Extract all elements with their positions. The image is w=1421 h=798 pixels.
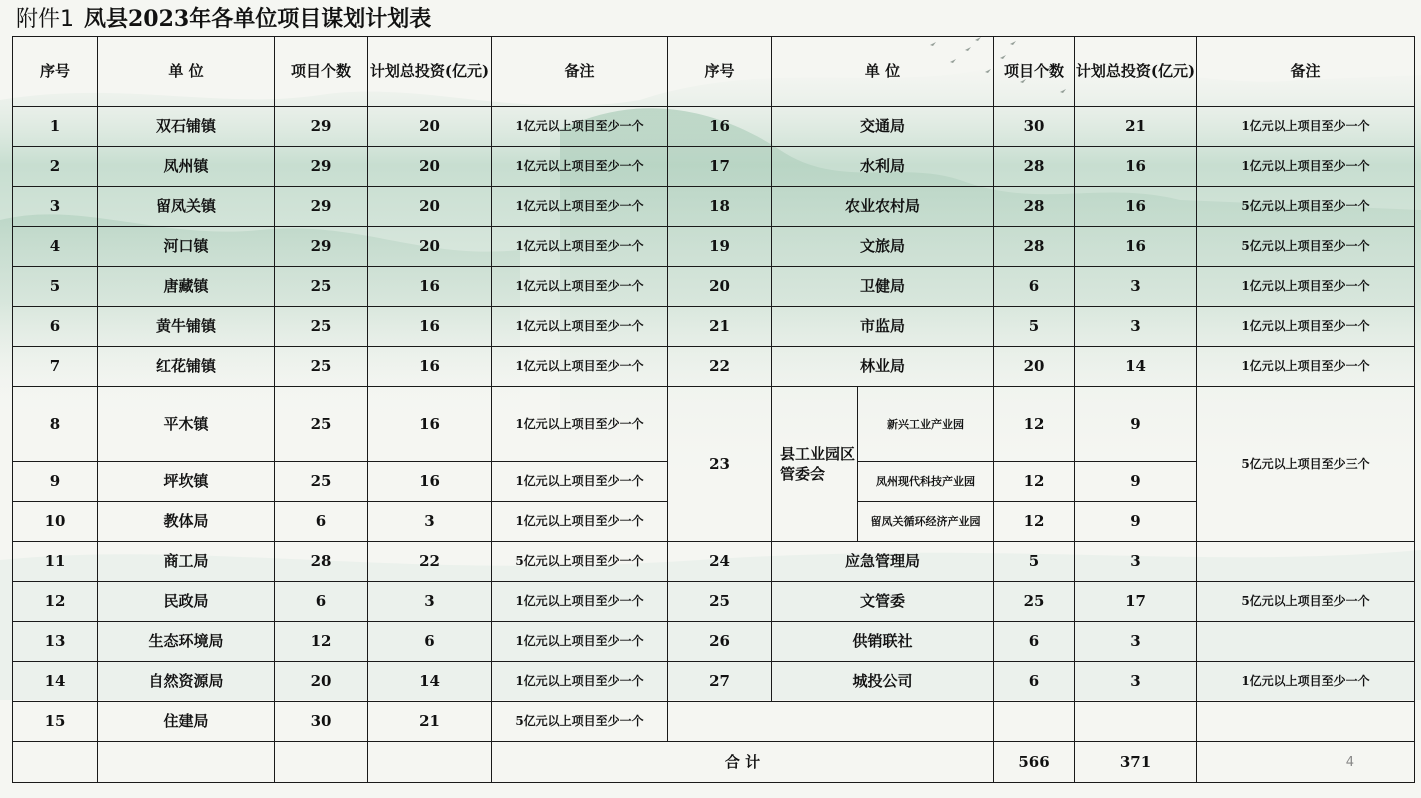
cell-note: 1亿元以上项目至少一个 (492, 662, 668, 702)
cell-count: 29 (275, 147, 368, 187)
cell-count: 28 (994, 187, 1075, 227)
title-text: 凤县2023年各单位项目谋划计划表 (84, 6, 432, 32)
cell-invest: 20 (368, 227, 492, 267)
cell-note: 1亿元以上项目至少一个 (492, 502, 668, 542)
cell-seq: 19 (668, 227, 772, 267)
header-seq: 序号 (13, 37, 98, 107)
empty-cell (98, 742, 275, 783)
cell-invest: 14 (1075, 347, 1197, 387)
cell-unit: 民政局 (98, 582, 275, 622)
table-row (13, 702, 1415, 742)
cell-note: 1亿元以上项目至少一个 (492, 307, 668, 347)
cell-note: 1亿元以上项目至少一个 (1197, 267, 1415, 307)
cell-seq: 1 (13, 107, 98, 147)
header-count: 项目个数 (275, 37, 368, 107)
cell-count: 6 (275, 502, 368, 542)
cell-seq: 4 (13, 227, 98, 267)
cell-unit: 留凤关镇 (98, 187, 275, 227)
cell-note: 1亿元以上项目至少一个 (1197, 107, 1415, 147)
cell-count: 25 (275, 462, 368, 502)
cell-seq: 13 (13, 622, 98, 662)
cell-note: 1亿元以上项目至少一个 (492, 187, 668, 227)
cell-count: 28 (994, 147, 1075, 187)
cell-seq: 11 (13, 542, 98, 582)
cell-zone-unit: 县工业园区管委会 (772, 387, 858, 542)
cell-unit: 应急管理局 (772, 542, 994, 582)
cell-invest: 3 (1075, 622, 1197, 662)
cell-unit: 商工局 (98, 542, 275, 582)
cell-invest: 20 (368, 147, 492, 187)
cell-note: 1亿元以上项目至少一个 (492, 267, 668, 307)
cell-unit: 河口镇 (98, 227, 275, 267)
cell-note: 1亿元以上项目至少一个 (492, 107, 668, 147)
cell-count: 12 (994, 387, 1075, 462)
cell-note: 1亿元以上项目至少一个 (1197, 147, 1415, 187)
cell-count: 12 (275, 622, 368, 662)
table-row (13, 662, 1415, 702)
total-row (13, 742, 1415, 783)
total-count: 566 (994, 742, 1075, 783)
cell-count: 6 (275, 582, 368, 622)
page-number: 4 (1197, 742, 1415, 783)
table-row (13, 307, 1415, 347)
table-row (13, 187, 1415, 227)
attachment-label: 附件1 (16, 7, 74, 32)
cell-unit: 生态环境局 (98, 622, 275, 662)
cell-invest: 16 (1075, 147, 1197, 187)
cell-count: 28 (994, 227, 1075, 267)
cell-seq: 3 (13, 187, 98, 227)
empty-cell (368, 742, 492, 783)
cell-seq: 17 (668, 147, 772, 187)
cell-note: 1亿元以上项目至少一个 (1197, 347, 1415, 387)
cell-unit: 凤州镇 (98, 147, 275, 187)
cell-seq: 22 (668, 347, 772, 387)
total-label: 合 计 (492, 742, 994, 783)
cell-count: 25 (275, 347, 368, 387)
cell-seq: 18 (668, 187, 772, 227)
cell-invest: 3 (368, 502, 492, 542)
cell-count: 29 (275, 227, 368, 267)
cell-count: 29 (275, 107, 368, 147)
cell-unit: 林业局 (772, 347, 994, 387)
cell-invest: 6 (368, 622, 492, 662)
cell-invest: 3 (1075, 307, 1197, 347)
cell-count: 6 (994, 622, 1075, 662)
cell-count: 5 (994, 542, 1075, 582)
cell-count: 30 (275, 702, 368, 742)
cell-invest: 3 (368, 582, 492, 622)
cell-invest: 16 (368, 387, 492, 462)
cell-seq: 16 (668, 107, 772, 147)
total-invest: 371 (1075, 742, 1197, 783)
cell-seq: 6 (13, 307, 98, 347)
cell-note: 5亿元以上项目至少一个 (492, 702, 668, 742)
cell-seq: 27 (668, 662, 772, 702)
cell-seq: 2 (13, 147, 98, 187)
header-count: 项目个数 (994, 37, 1075, 107)
empty-cell (275, 742, 368, 783)
cell-seq: 21 (668, 307, 772, 347)
cell-unit: 水利局 (772, 147, 994, 187)
cell-seq: 14 (13, 662, 98, 702)
cell-note: 5亿元以上项目至少一个 (1197, 582, 1415, 622)
table-row (13, 347, 1415, 387)
cell-park-name: 凤州现代科技产业园 (858, 462, 994, 502)
cell-unit: 农业农村局 (772, 187, 994, 227)
table-row (13, 542, 1415, 582)
cell-note: 5亿元以上项目至少一个 (1197, 187, 1415, 227)
cell-invest: 16 (1075, 187, 1197, 227)
cell-count: 25 (275, 307, 368, 347)
cell-unit: 市监局 (772, 307, 994, 347)
cell-count: 28 (275, 542, 368, 582)
cell-unit: 双石铺镇 (98, 107, 275, 147)
cell-note: 1亿元以上项目至少一个 (1197, 662, 1415, 702)
cell-invest: 3 (1075, 542, 1197, 582)
empty-cell (13, 742, 98, 783)
empty-cell (1075, 702, 1197, 742)
cell-seq: 15 (13, 702, 98, 742)
cell-seq: 7 (13, 347, 98, 387)
table-row (13, 267, 1415, 307)
cell-note: 5亿元以上项目至少三个 (1197, 387, 1415, 542)
cell-invest: 16 (368, 267, 492, 307)
cell-note: 5亿元以上项目至少一个 (492, 542, 668, 582)
table-row (13, 622, 1415, 662)
cell-unit: 城投公司 (772, 662, 994, 702)
cell-invest: 3 (1075, 662, 1197, 702)
cell-note (1197, 622, 1415, 662)
header-note: 备注 (492, 37, 668, 107)
cell-count: 25 (275, 267, 368, 307)
header-unit: 单 位 (98, 37, 275, 107)
cell-unit: 平木镇 (98, 387, 275, 462)
empty-cell (1197, 702, 1415, 742)
cell-invest: 16 (368, 462, 492, 502)
cell-note: 1亿元以上项目至少一个 (492, 147, 668, 187)
cell-count: 20 (275, 662, 368, 702)
cell-invest: 16 (368, 307, 492, 347)
cell-note: 1亿元以上项目至少一个 (492, 387, 668, 462)
cell-count: 25 (994, 582, 1075, 622)
cell-unit: 红花铺镇 (98, 347, 275, 387)
cell-seq: 8 (13, 387, 98, 462)
cell-invest: 16 (1075, 227, 1197, 267)
table-row (13, 582, 1415, 622)
table-row (13, 107, 1415, 147)
table-row (13, 387, 1415, 462)
cell-invest: 3 (1075, 267, 1197, 307)
header-invest: 计划总投资(亿元) (368, 37, 492, 107)
page-title (16, 2, 431, 33)
cell-park-name: 新兴工业产业园 (858, 387, 994, 462)
header-unit: 单 位 (772, 37, 994, 107)
cell-invest: 21 (1075, 107, 1197, 147)
cell-seq: 20 (668, 267, 772, 307)
cell-seq: 23 (668, 387, 772, 542)
cell-invest: 16 (368, 347, 492, 387)
header-note: 备注 (1197, 37, 1415, 107)
cell-unit: 自然资源局 (98, 662, 275, 702)
cell-unit: 坪坎镇 (98, 462, 275, 502)
cell-seq: 26 (668, 622, 772, 662)
cell-count: 29 (275, 187, 368, 227)
cell-park-name: 留凤关循环经济产业园 (858, 502, 994, 542)
cell-note: 1亿元以上项目至少一个 (492, 622, 668, 662)
cell-unit: 供销联社 (772, 622, 994, 662)
cell-count: 20 (994, 347, 1075, 387)
cell-unit: 黄牛铺镇 (98, 307, 275, 347)
cell-seq: 25 (668, 582, 772, 622)
empty-cell (994, 702, 1075, 742)
cell-unit: 交通局 (772, 107, 994, 147)
cell-unit: 文旅局 (772, 227, 994, 267)
cell-seq: 9 (13, 462, 98, 502)
cell-note: 1亿元以上项目至少一个 (492, 582, 668, 622)
header-seq: 序号 (668, 37, 772, 107)
table-row (13, 227, 1415, 267)
cell-note: 1亿元以上项目至少一个 (492, 227, 668, 267)
empty-cell (668, 702, 994, 742)
cell-unit: 教体局 (98, 502, 275, 542)
cell-invest: 20 (368, 107, 492, 147)
cell-note: 1亿元以上项目至少一个 (492, 462, 668, 502)
cell-count: 5 (994, 307, 1075, 347)
cell-seq: 24 (668, 542, 772, 582)
cell-count: 12 (994, 502, 1075, 542)
cell-count: 12 (994, 462, 1075, 502)
cell-invest: 9 (1075, 387, 1197, 462)
header-invest: 计划总投资(亿元) (1075, 37, 1197, 107)
cell-unit: 文管委 (772, 582, 994, 622)
cell-note: 5亿元以上项目至少一个 (1197, 227, 1415, 267)
cell-invest: 22 (368, 542, 492, 582)
cell-note: 1亿元以上项目至少一个 (492, 347, 668, 387)
cell-note: 1亿元以上项目至少一个 (1197, 307, 1415, 347)
cell-seq: 10 (13, 502, 98, 542)
cell-invest: 9 (1075, 462, 1197, 502)
cell-invest: 9 (1075, 502, 1197, 542)
cell-count: 25 (275, 387, 368, 462)
cell-note (1197, 542, 1415, 582)
cell-unit: 卫健局 (772, 267, 994, 307)
project-plan-table (12, 36, 1415, 783)
cell-unit: 唐藏镇 (98, 267, 275, 307)
cell-invest: 21 (368, 702, 492, 742)
cell-invest: 17 (1075, 582, 1197, 622)
cell-invest: 20 (368, 187, 492, 227)
cell-seq: 5 (13, 267, 98, 307)
cell-count: 6 (994, 662, 1075, 702)
table-header-row (13, 37, 1415, 107)
cell-count: 30 (994, 107, 1075, 147)
cell-seq: 12 (13, 582, 98, 622)
cell-count: 6 (994, 267, 1075, 307)
cell-invest: 14 (368, 662, 492, 702)
table-row (13, 147, 1415, 187)
cell-unit: 住建局 (98, 702, 275, 742)
